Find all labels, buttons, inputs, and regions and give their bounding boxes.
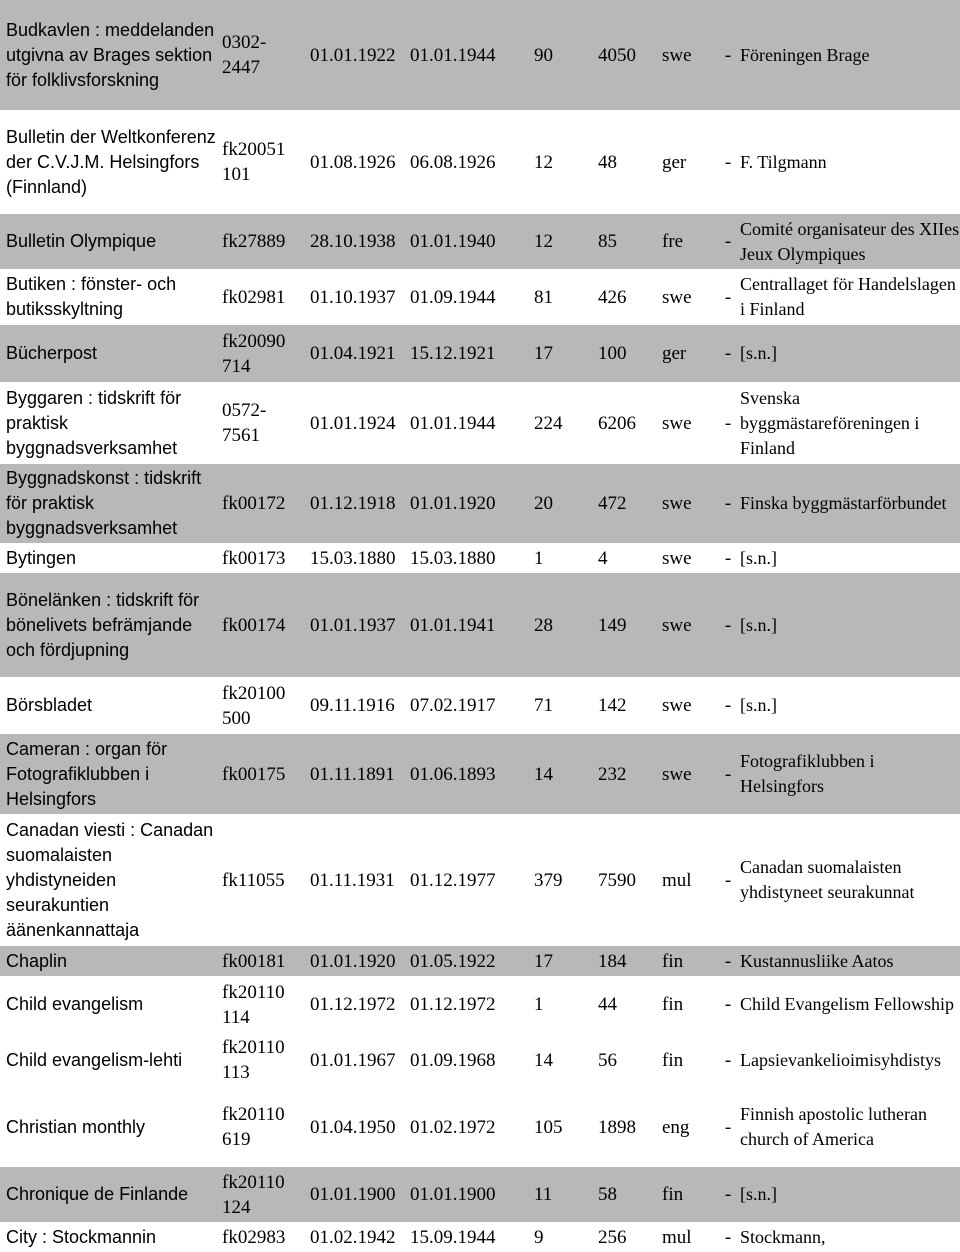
id-cell: fk27889 [216, 214, 304, 269]
start-date-cell: 01.01.1924 [310, 412, 396, 434]
end-date-cell: 07.02.1917 [410, 695, 496, 716]
title-cell: City : Stockmannin [6, 1226, 157, 1247]
publisher-cell: F. Tilgmann [740, 151, 827, 172]
pages-cell: 142 [598, 695, 627, 716]
pages-cell: 58 [592, 1167, 656, 1222]
dash-cell: - [722, 464, 734, 543]
publisher-cell: Kustannusliike Aatos [734, 946, 960, 976]
title-cell: Byggnadskonst : tidskrift för praktisk byggnadsverksamhet [0, 464, 216, 543]
start-date-cell: 01.01.1922 [304, 0, 404, 110]
pages-cell: 100 [592, 325, 656, 382]
pages-cell: 4050 [592, 0, 656, 110]
end-date-cell: 01.06.1893 [404, 734, 528, 814]
table-row [0, 1087, 960, 1167]
language-cell: swe [656, 573, 722, 677]
pages-cell: 7590 [598, 869, 636, 891]
table-row [0, 464, 960, 543]
id-cell: fk20110 619 [222, 1104, 285, 1150]
id-cell: fk11055 [222, 869, 285, 891]
dash-cell: - [722, 0, 734, 110]
language-cell: swe [662, 695, 692, 716]
issues-cell: 1 [534, 994, 544, 1015]
end-date-cell: 01.01.1900 [404, 1167, 528, 1222]
end-date-cell: 01.12.1972 [410, 994, 496, 1015]
title-cell: Chronique de Finlande [0, 1167, 216, 1222]
table-row [0, 677, 960, 734]
publisher-cell: Centrallaget för Handelslagen i Finland [740, 274, 956, 319]
dash-cell: - [724, 1226, 732, 1248]
end-date-cell: 01.01.1944 [410, 412, 496, 434]
table-row [0, 214, 960, 269]
table-row [0, 573, 960, 677]
pages-cell: 85 [592, 214, 656, 269]
table-row [0, 382, 960, 464]
id-cell: fk20090 714 [216, 325, 304, 382]
pages-cell: 4 [598, 547, 608, 569]
id-cell: fk20110 124 [216, 1167, 304, 1222]
issues-cell: 12 [534, 151, 553, 173]
id-cell: fk00172 [216, 464, 304, 543]
issues-cell: 17 [528, 946, 592, 976]
id-cell: fk20051 101 [222, 139, 286, 185]
title-cell: Child evangelism [6, 994, 144, 1014]
pages-cell: 232 [592, 734, 656, 814]
dash-cell: - [722, 1167, 734, 1222]
start-date-cell: 01.11.1931 [310, 869, 395, 891]
publisher-cell: Föreningen Brage [734, 0, 960, 110]
language-cell: swe [662, 412, 692, 434]
start-date-cell: 09.11.1916 [310, 695, 395, 716]
start-date-cell: 01.02.1942 [310, 1226, 396, 1248]
end-date-cell: 01.01.1920 [404, 464, 528, 543]
issues-cell: 81 [534, 286, 553, 308]
start-date-cell: 01.11.1891 [304, 734, 404, 814]
language-cell: fre [656, 214, 722, 269]
title-cell: Chaplin [0, 946, 216, 976]
language-cell: swe [656, 464, 722, 543]
table-row [0, 1033, 960, 1087]
start-date-cell: 01.12.1918 [304, 464, 404, 543]
table-row [0, 543, 960, 573]
publisher-cell: [s.n.] [740, 547, 777, 568]
title-cell: Byggaren : tidskrift för praktisk byggnadsverksamhet [6, 387, 182, 458]
dash-cell: - [724, 869, 732, 891]
title-cell: Bulletin der Weltkonferenz der C.V.J.M. Helsingfors (Finnland) [6, 126, 216, 197]
id-cell: fk20100 500 [222, 682, 286, 729]
pages-cell: 6206 [598, 412, 636, 434]
id-cell: 0572-7561 [222, 400, 267, 446]
issues-cell: 28 [528, 573, 592, 677]
end-date-cell: 01.01.1941 [404, 573, 528, 677]
publisher-cell: Lapsievankelioimisyhdistys [740, 1049, 941, 1070]
start-date-cell: 28.10.1938 [304, 214, 404, 269]
title-cell: Budkavlen : meddelanden utgivna av Brages sektion för folklivsforskning [0, 0, 216, 110]
language-cell: mul [662, 869, 692, 891]
start-date-cell: 01.01.1920 [304, 946, 404, 976]
table-row [0, 976, 960, 1033]
start-date-cell: 01.01.1900 [304, 1167, 404, 1222]
dash-cell: - [724, 695, 732, 716]
title-cell: Child evangelism-lehti [6, 1049, 183, 1070]
title-cell: Bücherpost [0, 325, 216, 382]
dash-cell: - [724, 1049, 732, 1071]
id-cell: fk00173 [222, 547, 286, 569]
dash-cell: - [722, 734, 734, 814]
title-cell: Butiken : fönster- och butiksskyltning [6, 274, 177, 319]
language-cell: swe [662, 547, 692, 569]
issues-cell: 1 [534, 547, 544, 569]
publisher-cell: Child Evangelism Fellowship [740, 994, 954, 1014]
end-date-cell: 01.09.1944 [410, 286, 496, 308]
id-cell: fk00174 [216, 573, 304, 677]
table-row [0, 814, 960, 946]
table-row [0, 734, 960, 814]
publisher-cell: Finska byggmästarförbundet [734, 464, 960, 543]
title-cell: Cameran : organ för Fotografiklubben i Helsingfors [0, 734, 216, 814]
id-cell: fk02981 [222, 286, 286, 308]
pages-cell: 1898 [598, 1116, 636, 1138]
language-cell: fin [656, 946, 722, 976]
table-row [0, 946, 960, 976]
issues-cell: 105 [534, 1116, 563, 1138]
publisher-cell: Canadan suomalaisten yhdistyneet seurakunnat [740, 857, 915, 902]
pages-cell: 426 [598, 286, 627, 308]
end-date-cell: 01.05.1922 [404, 946, 528, 976]
language-cell: swe [656, 0, 722, 110]
end-date-cell: 15.09.1944 [410, 1226, 496, 1248]
language-cell: swe [656, 734, 722, 814]
language-cell: ger [656, 325, 722, 382]
title-cell: Christian monthly [6, 1116, 146, 1137]
dash-cell: - [724, 547, 732, 569]
language-cell: ger [662, 151, 687, 173]
table-row [0, 0, 960, 110]
title-cell: Bönelänken : tidskrift för bönelivets befrämjande och fördjupning [0, 573, 216, 677]
issues-cell: 90 [528, 0, 592, 110]
start-date-cell: 01.01.1967 [310, 1049, 396, 1071]
publisher-cell: [s.n.] [734, 573, 960, 677]
id-cell: fk20110 114 [222, 981, 285, 1028]
id-cell: fk00175 [216, 734, 304, 814]
table-row [0, 269, 960, 325]
start-date-cell: 01.01.1937 [304, 573, 404, 677]
publisher-cell: [s.n.] [734, 1167, 960, 1222]
dash-cell: - [722, 325, 734, 382]
issues-cell: 224 [534, 412, 563, 434]
table-row [0, 110, 960, 214]
table-row [0, 325, 960, 382]
end-date-cell: 15.12.1921 [404, 325, 528, 382]
publisher-cell: [s.n.] [734, 325, 960, 382]
pages-cell: 149 [592, 573, 656, 677]
issues-cell: 17 [528, 325, 592, 382]
start-date-cell: 01.12.1972 [310, 994, 396, 1015]
title-cell: Börsbladet [6, 695, 93, 715]
pages-cell: 256 [598, 1226, 627, 1248]
start-date-cell: 01.04.1921 [304, 325, 404, 382]
issues-cell: 14 [528, 734, 592, 814]
publisher-cell: Comité organisateur des XIIes Jeux Olympiques [734, 214, 960, 269]
language-cell: fin [662, 994, 684, 1015]
id-cell: fk20110 113 [222, 1037, 285, 1083]
issues-cell: 14 [534, 1049, 553, 1071]
start-date-cell: 01.04.1950 [310, 1116, 396, 1138]
publisher-cell: Fotografiklubben i Helsingfors [734, 734, 960, 814]
pages-cell: 472 [592, 464, 656, 543]
dash-cell: - [724, 151, 732, 173]
issues-cell: 9 [534, 1226, 544, 1248]
end-date-cell: 15.03.1880 [410, 547, 496, 569]
dash-cell: - [722, 946, 734, 976]
issues-cell: 12 [528, 214, 592, 269]
issues-cell: 11 [528, 1167, 592, 1222]
end-date-cell: 01.12.1977 [410, 869, 496, 891]
pages-cell: 184 [592, 946, 656, 976]
dash-cell: - [722, 573, 734, 677]
publisher-cell: [s.n.] [740, 695, 777, 715]
id-cell: 0302-2447 [216, 0, 304, 110]
issues-cell: 379 [534, 869, 563, 891]
end-date-cell: 01.09.1968 [410, 1049, 496, 1071]
publisher-cell: Finnish apostolic lutheran church of America [740, 1104, 927, 1149]
end-date-cell: 01.02.1972 [410, 1116, 496, 1138]
issues-cell: 20 [528, 464, 592, 543]
language-cell: eng [662, 1116, 690, 1138]
table-row [0, 1167, 960, 1222]
issues-cell: 71 [534, 695, 553, 716]
pages-cell: 48 [598, 151, 617, 173]
dash-cell: - [722, 214, 734, 269]
language-cell: fin [656, 1167, 722, 1222]
language-cell: mul [662, 1226, 692, 1248]
id-cell: fk02983 [222, 1226, 286, 1248]
title-cell: Bulletin Olympique [0, 214, 216, 269]
start-date-cell: 15.03.1880 [310, 547, 396, 569]
language-cell: swe [662, 286, 692, 308]
dash-cell: - [724, 1116, 732, 1138]
publisher-cell: Stockmann, [740, 1226, 826, 1247]
dash-cell: - [724, 412, 732, 434]
start-date-cell: 01.10.1937 [310, 286, 396, 308]
dash-cell: - [724, 994, 732, 1015]
id-cell: fk00181 [216, 946, 304, 976]
title-cell: Bytingen [6, 547, 77, 568]
end-date-cell: 06.08.1926 [410, 151, 496, 173]
language-cell: fin [662, 1049, 684, 1071]
publisher-cell: Svenska byggmästareföreningen i Finland [740, 387, 920, 458]
dash-cell: - [724, 286, 732, 308]
start-date-cell: 01.08.1926 [310, 151, 396, 173]
title-cell: Canadan viesti : Canadan suomalaisten yhdistyneiden seurakuntien äänenkannattaja [6, 819, 214, 940]
pages-cell: 44 [598, 994, 617, 1015]
pages-cell: 56 [598, 1049, 617, 1071]
end-date-cell: 01.01.1940 [404, 214, 528, 269]
end-date-cell: 01.01.1944 [404, 0, 528, 110]
